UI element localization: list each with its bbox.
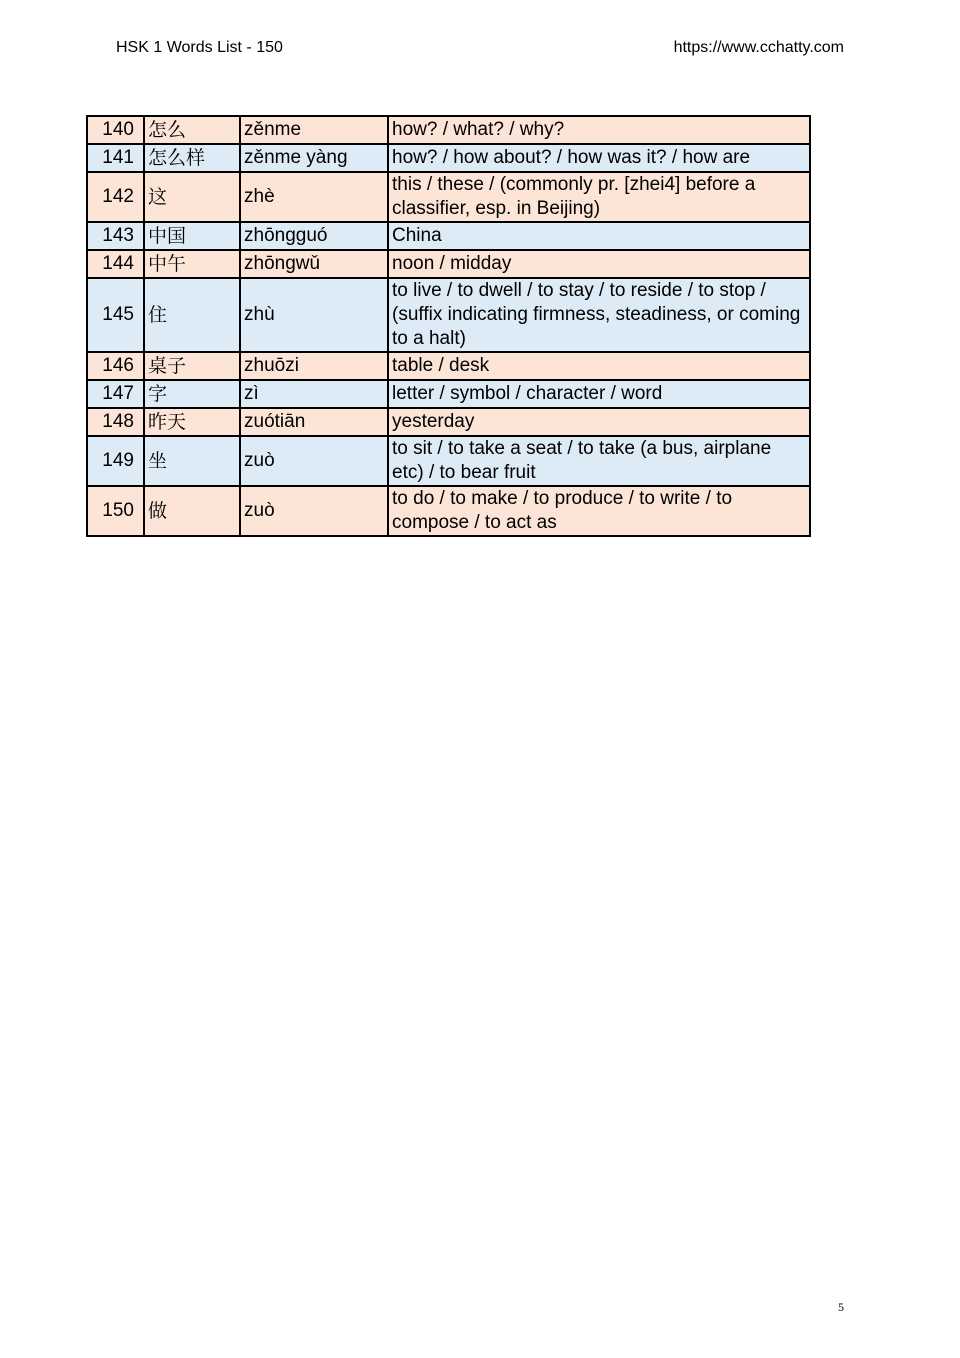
word-pinyin: zuò — [240, 486, 388, 536]
word-number: 142 — [87, 172, 144, 222]
word-number: 149 — [87, 436, 144, 486]
word-pinyin: zhōngguó — [240, 222, 388, 250]
word-meaning: letter / symbol / character / word — [388, 380, 810, 408]
table-row — [87, 172, 810, 222]
word-pinyin: zěnme yàng — [240, 144, 388, 172]
word-pinyin: zěnme — [240, 116, 388, 144]
word-meaning: this / these / (commonly pr. [zhei4] before a classifier, esp. in Beijing) — [388, 172, 810, 222]
word-meaning: to do / to make / to produce / to write / to compose / to act as — [388, 486, 810, 536]
table-row — [87, 352, 810, 380]
word-meaning: noon / midday — [388, 250, 810, 278]
word-hanzi: 坐 — [144, 436, 240, 486]
word-pinyin: zuótiān — [240, 408, 388, 436]
word-meaning: China — [388, 222, 810, 250]
word-meaning: how? / how about? / how was it? / how are — [388, 144, 810, 172]
word-meaning: how? / what? / why? — [388, 116, 810, 144]
header-title: HSK 1 Words List - 150 — [116, 39, 283, 56]
table-row — [87, 408, 810, 436]
word-hanzi: 怎么 — [144, 116, 240, 144]
table-row — [87, 486, 810, 536]
word-hanzi: 字 — [144, 380, 240, 408]
word-number: 145 — [87, 278, 144, 352]
word-meaning: to live / to dwell / to stay / to reside / to stop / (suffix indicating firmness, steadiness, or coming to a halt) — [388, 278, 810, 352]
word-pinyin: zhōngwǔ — [240, 250, 388, 278]
word-pinyin: zì — [240, 380, 388, 408]
page-number: 5 — [838, 1300, 844, 1314]
word-pinyin: zhuōzi — [240, 352, 388, 380]
word-pinyin: zhè — [240, 172, 388, 222]
word-number: 140 — [87, 116, 144, 144]
word-hanzi: 桌子 — [144, 352, 240, 380]
word-number: 146 — [87, 352, 144, 380]
word-number: 150 — [87, 486, 144, 536]
word-hanzi: 中午 — [144, 250, 240, 278]
word-number: 141 — [87, 144, 144, 172]
word-meaning: yesterday — [388, 408, 810, 436]
word-number: 144 — [87, 250, 144, 278]
word-meaning: table / desk — [388, 352, 810, 380]
table-row — [87, 222, 810, 250]
word-table — [86, 115, 811, 537]
table-row — [87, 250, 810, 278]
table-row — [87, 380, 810, 408]
word-hanzi: 做 — [144, 486, 240, 536]
word-hanzi: 昨天 — [144, 408, 240, 436]
table-row — [87, 116, 810, 144]
word-pinyin: zhù — [240, 278, 388, 352]
word-number: 147 — [87, 380, 144, 408]
table-row — [87, 144, 810, 172]
word-hanzi: 中国 — [144, 222, 240, 250]
table-row — [87, 278, 810, 352]
word-hanzi: 住 — [144, 278, 240, 352]
word-number: 148 — [87, 408, 144, 436]
word-number: 143 — [87, 222, 144, 250]
table-row — [87, 436, 810, 486]
word-meaning: to sit / to take a seat / to take (a bus, airplane etc) / to bear fruit — [388, 436, 810, 486]
header-url: https://www.cchatty.com — [673, 39, 844, 56]
word-hanzi: 怎么样 — [144, 144, 240, 172]
word-pinyin: zuò — [240, 436, 388, 486]
word-hanzi: 这 — [144, 172, 240, 222]
